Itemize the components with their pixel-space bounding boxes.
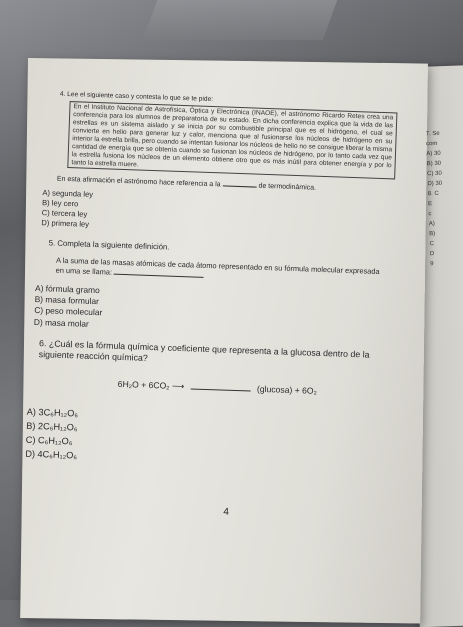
- statement-post: de termodinámica.: [258, 183, 317, 193]
- definition-text: A la suma de las masas atómicas de cada átomo representado en su fórmula molecular expresada en uma se llama:: [55, 256, 380, 277]
- side-line: D: [429, 251, 435, 258]
- side-line: D) 30: [427, 180, 443, 188]
- option-a: A) segunda ley: [42, 188, 94, 200]
- side-line: 8. C: [427, 190, 439, 198]
- fabric-fold: [143, 0, 338, 40]
- side-line: A): [428, 221, 435, 228]
- option-a: A) 3C₆H₁₂O₆: [26, 406, 79, 419]
- question-5-options: [34, 283, 393, 341]
- question-4-options: [41, 188, 396, 240]
- side-line: C) 30: [426, 170, 442, 178]
- option-d: D) 4C₆H₁₂O₆: [25, 449, 78, 461]
- option-b: B) 2C₆H₁₂O₆: [26, 420, 78, 433]
- question-4-heading: 4. Lee el siguiente caso y contesta lo que se te pide:: [59, 90, 214, 104]
- option-d: D) primera ley: [41, 217, 90, 229]
- side-line: B): [429, 231, 436, 238]
- option-c: C) peso molecular: [34, 305, 103, 318]
- case-text-box: En el Instituto Nacional de Astrofísica, Óptica y Electrónica (INAOE), el astrónomo Ricardo Retes crea una conferencia para los alumnos de preparatoria de su estado. En dicha conferencia explica que la vida de las estrellas es un sistema aislado y se inicia por su combustible principal que es el hidrógeno, el cual se convierte en helio para generar luz y calor, menciona que al fusionarse los núcleos de hidrógeno en su interior la estrella brilla, pero cuando se intentan fusionar los núcleos de helio no se consigue liberar la misma cantidad de energía que se obtenía cuando se fusionan los núcleos de hidrógeno, por lo tanto cada vez que la estrella fusiona los núcleos de un elemento obtiene otro que es más inútil para obtener energía y por lo tanto la estrella muere.: [67, 101, 397, 180]
- equation-left: 6H₂O + 6CO₂ ⟶: [117, 378, 185, 392]
- side-line: com: [425, 140, 438, 148]
- answer-blank: [222, 180, 256, 188]
- answer-blank: [191, 381, 251, 391]
- statement-pre: En esta afirmación el astrónomo hace referencia a la: [56, 176, 221, 189]
- side-line: C: [429, 241, 434, 248]
- option-d: D) masa molar: [33, 316, 89, 329]
- side-line: E: [428, 201, 433, 208]
- question-6-heading: 6. ¿Cuál es la fórmula química y coeficiente que representa a la glucosa dentro de la siguiente reacción química?: [38, 338, 370, 363]
- side-line: B) 30: [426, 160, 442, 168]
- chemical-equation: [118, 379, 390, 399]
- option-c: C) tercera ley: [41, 208, 88, 219]
- option-a: A) fórmula gramo: [34, 282, 100, 295]
- side-line: 9: [430, 261, 434, 268]
- option-c: C) C₆H₁₂O₆: [25, 434, 73, 447]
- exam-content: [25, 90, 400, 525]
- side-line: 7. Se: [425, 130, 440, 138]
- question-5-body: [56, 256, 386, 287]
- option-b: B) masa formular: [34, 293, 100, 307]
- page-number: 4: [223, 506, 230, 518]
- question-5-heading: 5. Completa la siguiente definición.: [48, 238, 170, 252]
- side-line: c: [428, 211, 432, 218]
- question-6-options: [25, 404, 389, 474]
- side-line: A) 30: [426, 150, 441, 158]
- option-b: B) ley cero: [41, 198, 79, 209]
- equation-right: (glucosa) + 6O₂: [256, 383, 318, 396]
